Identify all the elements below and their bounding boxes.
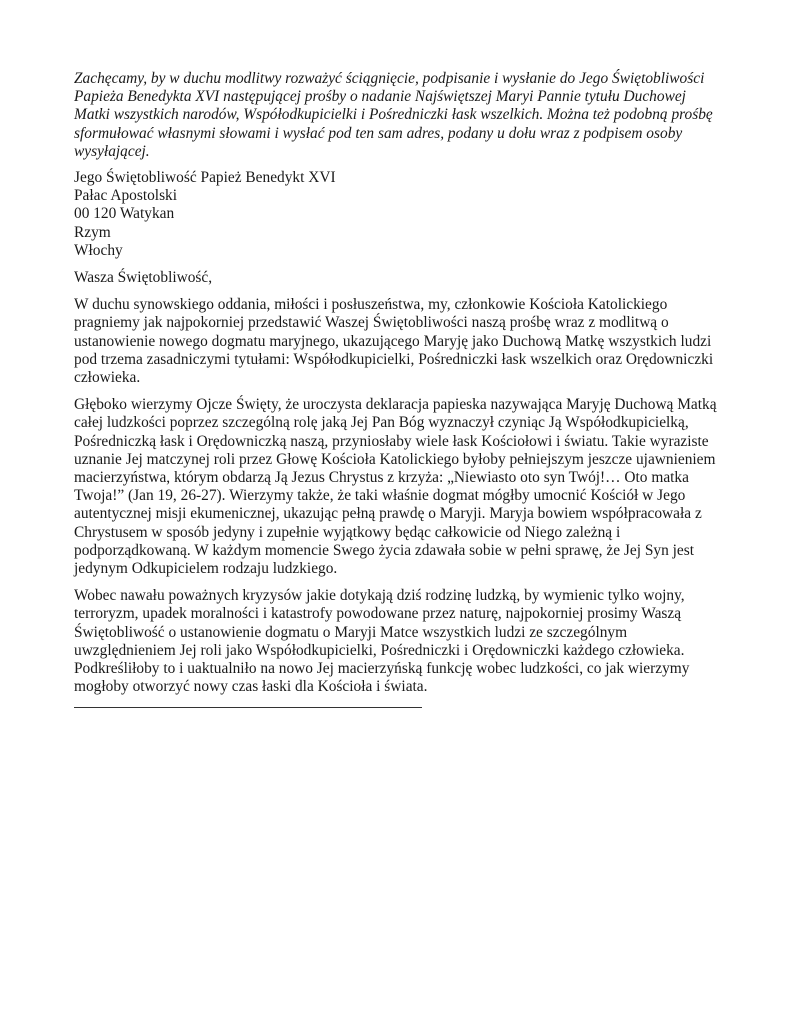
address-line-building: Pałac Apostolski <box>74 187 178 205</box>
signature-line <box>74 707 422 708</box>
address-line-city: Rzym <box>74 223 111 241</box>
address-line-postal: 00 120 Watykan <box>74 205 175 223</box>
address-line-country: Włochy <box>74 241 123 259</box>
document-page <box>74 70 724 708</box>
body-paragraph: Wobec nawału poważnych kryzysów jakie dotykają dziś rodzinę ludzką, by wymienic tylko wojny, terroryzm, upadek moralności i katastrofy powodowane przez naturę, najpokorniej prosimy Waszą Świętobliwość o ustanowienie dogmatu o Maryji Matce wszystkich ludzi ze szczególnym uwzględnieniem Jej roli jako Współodkupicielki, Pośredniczki i Orędowniczki każdego człowieka. Podkreśliłoby to i uaktualniło na nowo Jej macierzyńską funkcję wobec ludzkości, co jak wierzymy mogłoby otworzyć nowy czas łaski dla Kościoła i świata. <box>74 587 690 696</box>
address-line-recipient: Jego Świętobliwość Papież Benedykt XVI <box>74 169 336 187</box>
intro-paragraph: Zachęcamy, by w duchu modlitwy rozważyć ściągnięcie, podpisanie i wysłanie do Jego Świętobliwości Papieża Benedykta XVI następującej prośby o nadanie Najświętszej Maryi Pannie tytułu Duchowej Matki wszystkich narodów, Współodkupicielki i Pośredniczki łask wszelkich. Można też podobną prośbę sformułować własnymi słowami i wysłać pod ten sam adres, podany u dołu wraz z podpisem osoby wysyłającej. <box>74 70 713 160</box>
body-paragraph: W duchu synowskiego oddania, miłości i posłuszeństwa, my, członkowie Kościoła Katolickiego pragniemy jak najpokorniej przedstawić Waszej Świętobliwości naszą prośbę wraz z modlitwą o ustanowienie nowego dogmatu maryjnego, ukazującego Maryję jako Duchową Matkę wszystkich ludzi pod trzema zasadniczymi tytułami: Współodkupicielki, Pośredniczki łask wszelkich oraz Orędowniczki człowieka. <box>74 296 714 387</box>
body-paragraph: Głęboko wierzymy Ojcze Święty, że uroczysta deklaracja papieska nazywająca Maryję Duchową Matką całej ludzkości poprzez szczególną rolę jaką Jej Pan Bóg wyznaczył czyniąc Ją Współodkupicielką, Pośredniczką łask i Orędowniczką naszą, przyniosłaby wiele łask Kościołowi i światu. Takie wyraziste uznanie Jej matczynej roli przez Głowę Kościoła Katolickiego byłoby pełniejszym jeszcze ujawnieniem macierzyństwa, którym obdarzą Ją Jezus Chrystus z krzyża: „Niewiasto oto syn Twój!… Oto matka Twoja!” (Jan 19, 26-27). Wierzymy także, że taki właśnie dogmat mógłby umocnić Kościół w Jego autentycznej misji ekumenicznej, ukazując pełną prawdę o Maryji. Maryja bowiem współpracowała z Chrystusem w sposób jedyny i zupełnie wyjątkowy będąc całkowicie od Niego zależną i podporządkowaną. W każdym momencie Swego życia zdawała sobie w pełni sprawę, że Jej Syn jest jedynym Odkupicielem rodzaju ludzkiego. <box>74 396 717 578</box>
salutation: Wasza Świętobliwość, <box>74 269 213 287</box>
recipient-address <box>74 169 724 260</box>
